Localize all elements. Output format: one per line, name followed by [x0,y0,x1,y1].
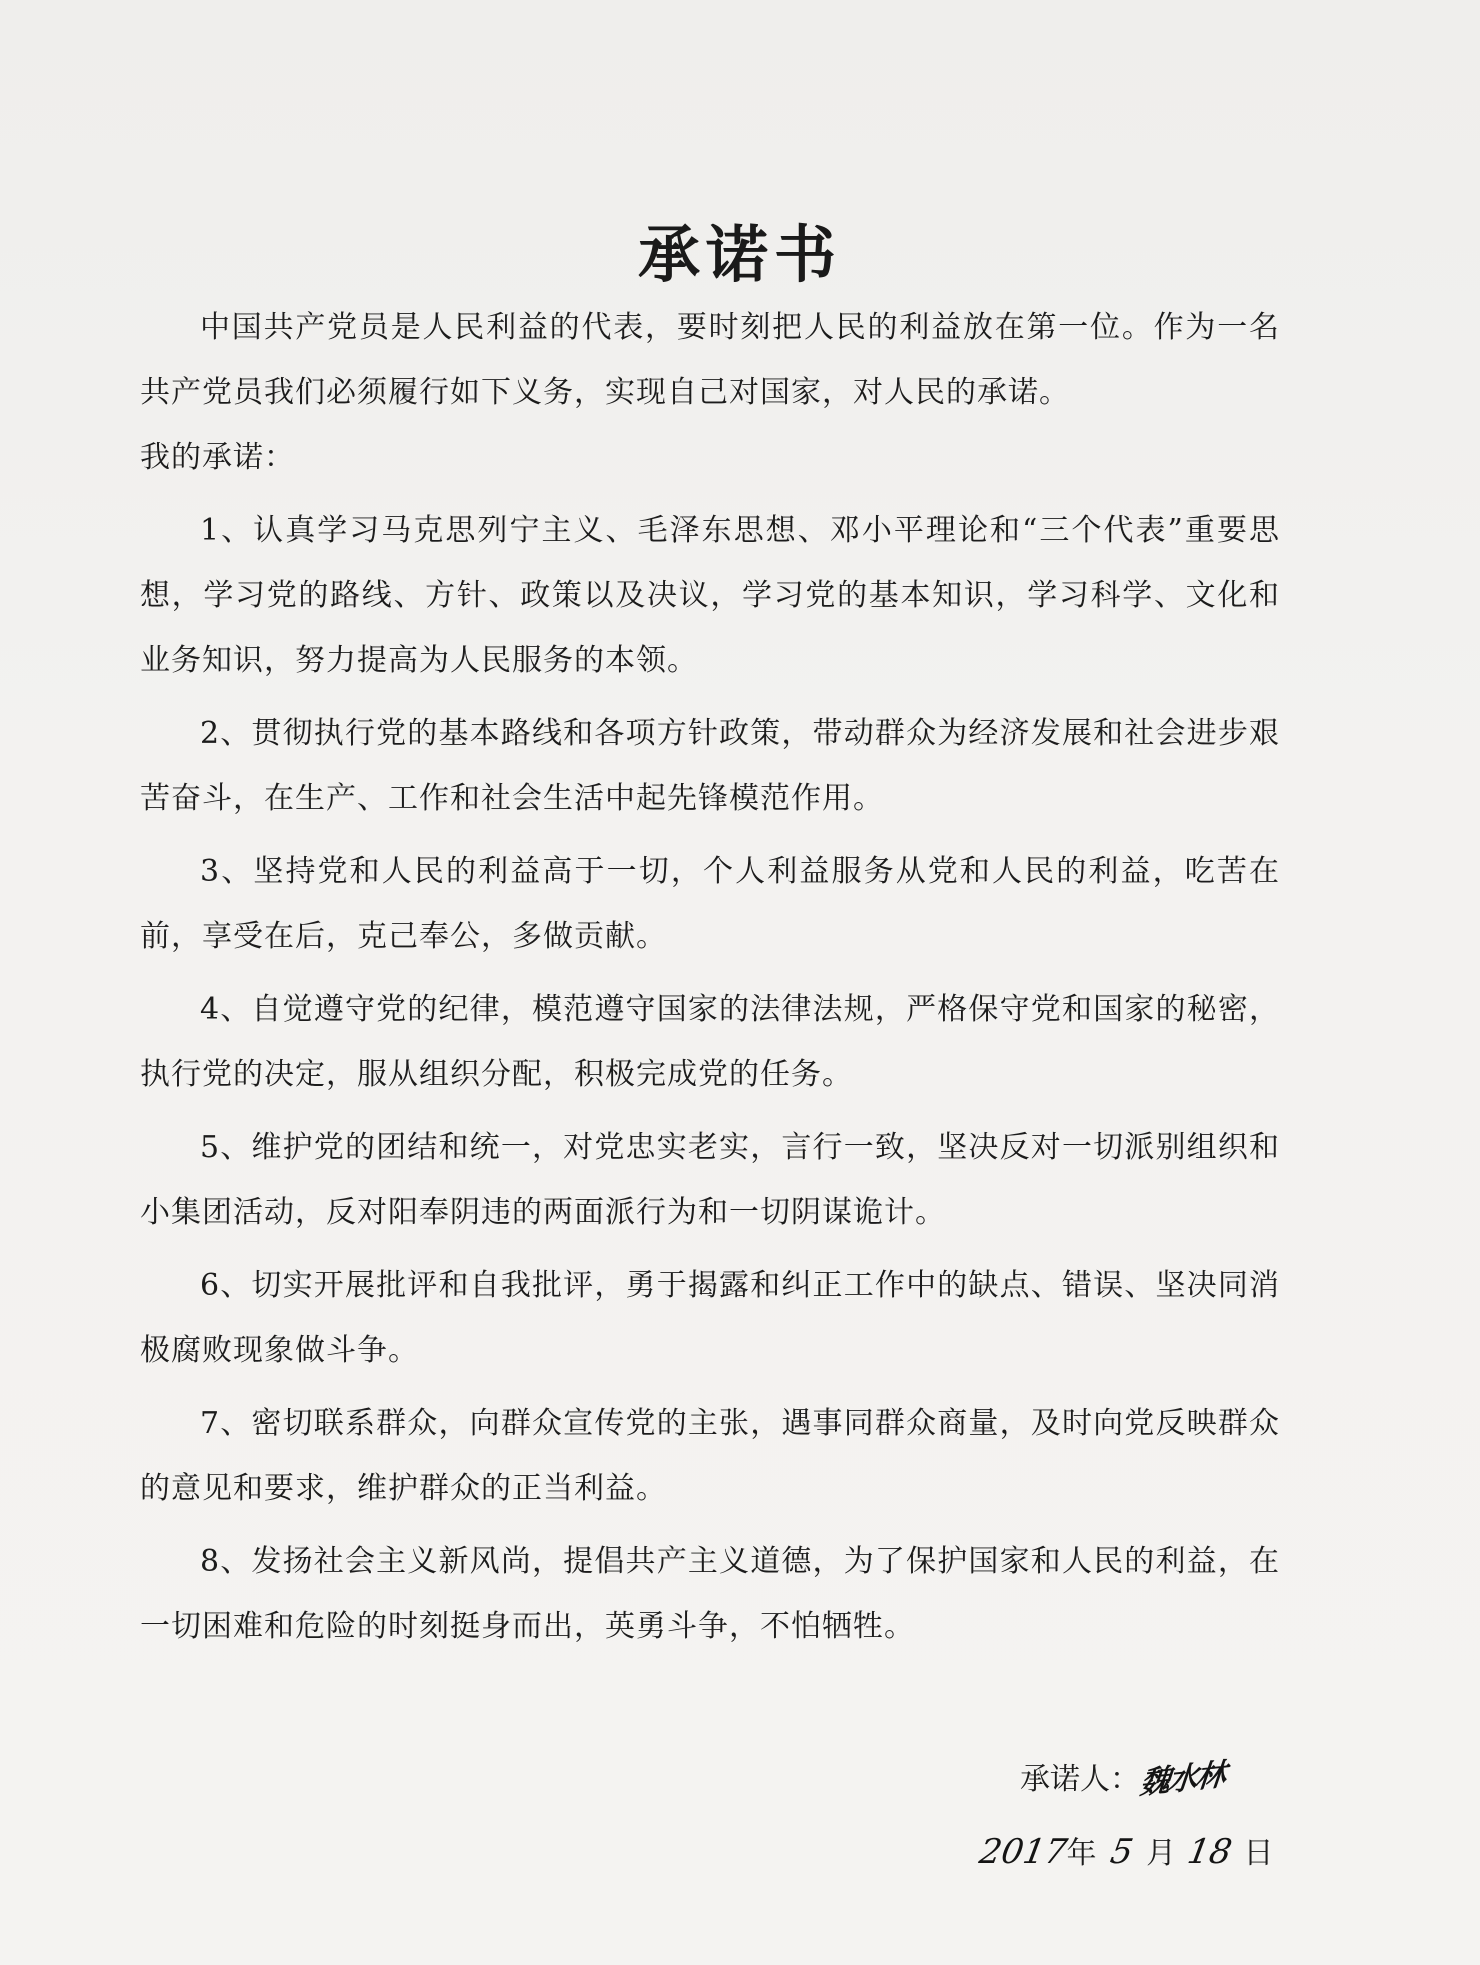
commitment-item-4: 4、自觉遵守党的纪律，模范遵守国家的法律法规，严格保守党和国家的秘密，执行党的决定，服从组织分配，积极完成党的任务。 [140,992,1280,1092]
date-month-unit: 月 [1146,1836,1177,1871]
commitment-lead: 我的承诺： [140,440,295,475]
commitment-item-7: 7、密切联系群众，向群众宣传党的主张，遇事同群众商量，及时向党反映群众的意见和要求，维护群众的正当利益。 [140,1406,1280,1506]
commitment-item-3: 3、坚持党和人民的利益高于一切，个人利益服务从党和人民的利益，吃苦在前，享受在后，克己奉公，多做贡献。 [140,854,1280,954]
date-year: 2017 [976,1832,1071,1872]
signer-label: 承诺人： [1020,1762,1140,1797]
commitment-item-1: 1、认真学习马克思列宁主义、毛泽东思想、邓小平理论和“三个代表”重要思想，学习党的路线、方针、政策以及决议，学习党的基本知识，学习科学、文化和业务知识，努力提高为人民服务的本领。 [140,513,1280,678]
commitment-item-6: 6、切实开展批评和自我批评，勇于揭露和纠正工作中的缺点、错误、坚决同消极腐败现象做斗争。 [140,1268,1280,1368]
signing-date [976,1822,1274,1884]
date-month: 5 [1107,1832,1136,1872]
commitment-item-5: 5、维护党的团结和统一，对党忠实老实，言行一致，坚决反对一切派别组织和小集团活动，反对阳奉阴违的两面派行为和一切阴谋诡计。 [140,1130,1280,1230]
signer-row [1020,1750,1273,1810]
commitment-item-2: 2、贯彻执行党的基本路线和各项方针政策，带动群众为经济发展和社会进步艰苦奋斗，在生产、工作和社会生活中起先锋模范作用。 [140,716,1280,816]
date-day-unit: 日 [1243,1836,1274,1871]
date-year-unit: 年 [1066,1836,1097,1871]
date-day: 18 [1184,1832,1235,1872]
handwritten-signature: 魏水林 [1138,1757,1226,1802]
document-title: 承诺书 [637,218,842,291]
commitment-item-8: 8、发扬社会主义新风尚，提倡共产主义道德，为了保护国家和人民的利益，在一切困难和危险的时刻挺身而出，英勇斗争，不怕牺牲。 [140,1544,1280,1644]
signature-block [976,1750,1274,1884]
intro-paragraph: 中国共产党员是人民利益的代表，要时刻把人民的利益放在第一位。作为一名共产党员我们必须履行如下义务，实现自己对国家，对人民的承诺。 [140,310,1280,410]
document-body [140,295,1280,1659]
